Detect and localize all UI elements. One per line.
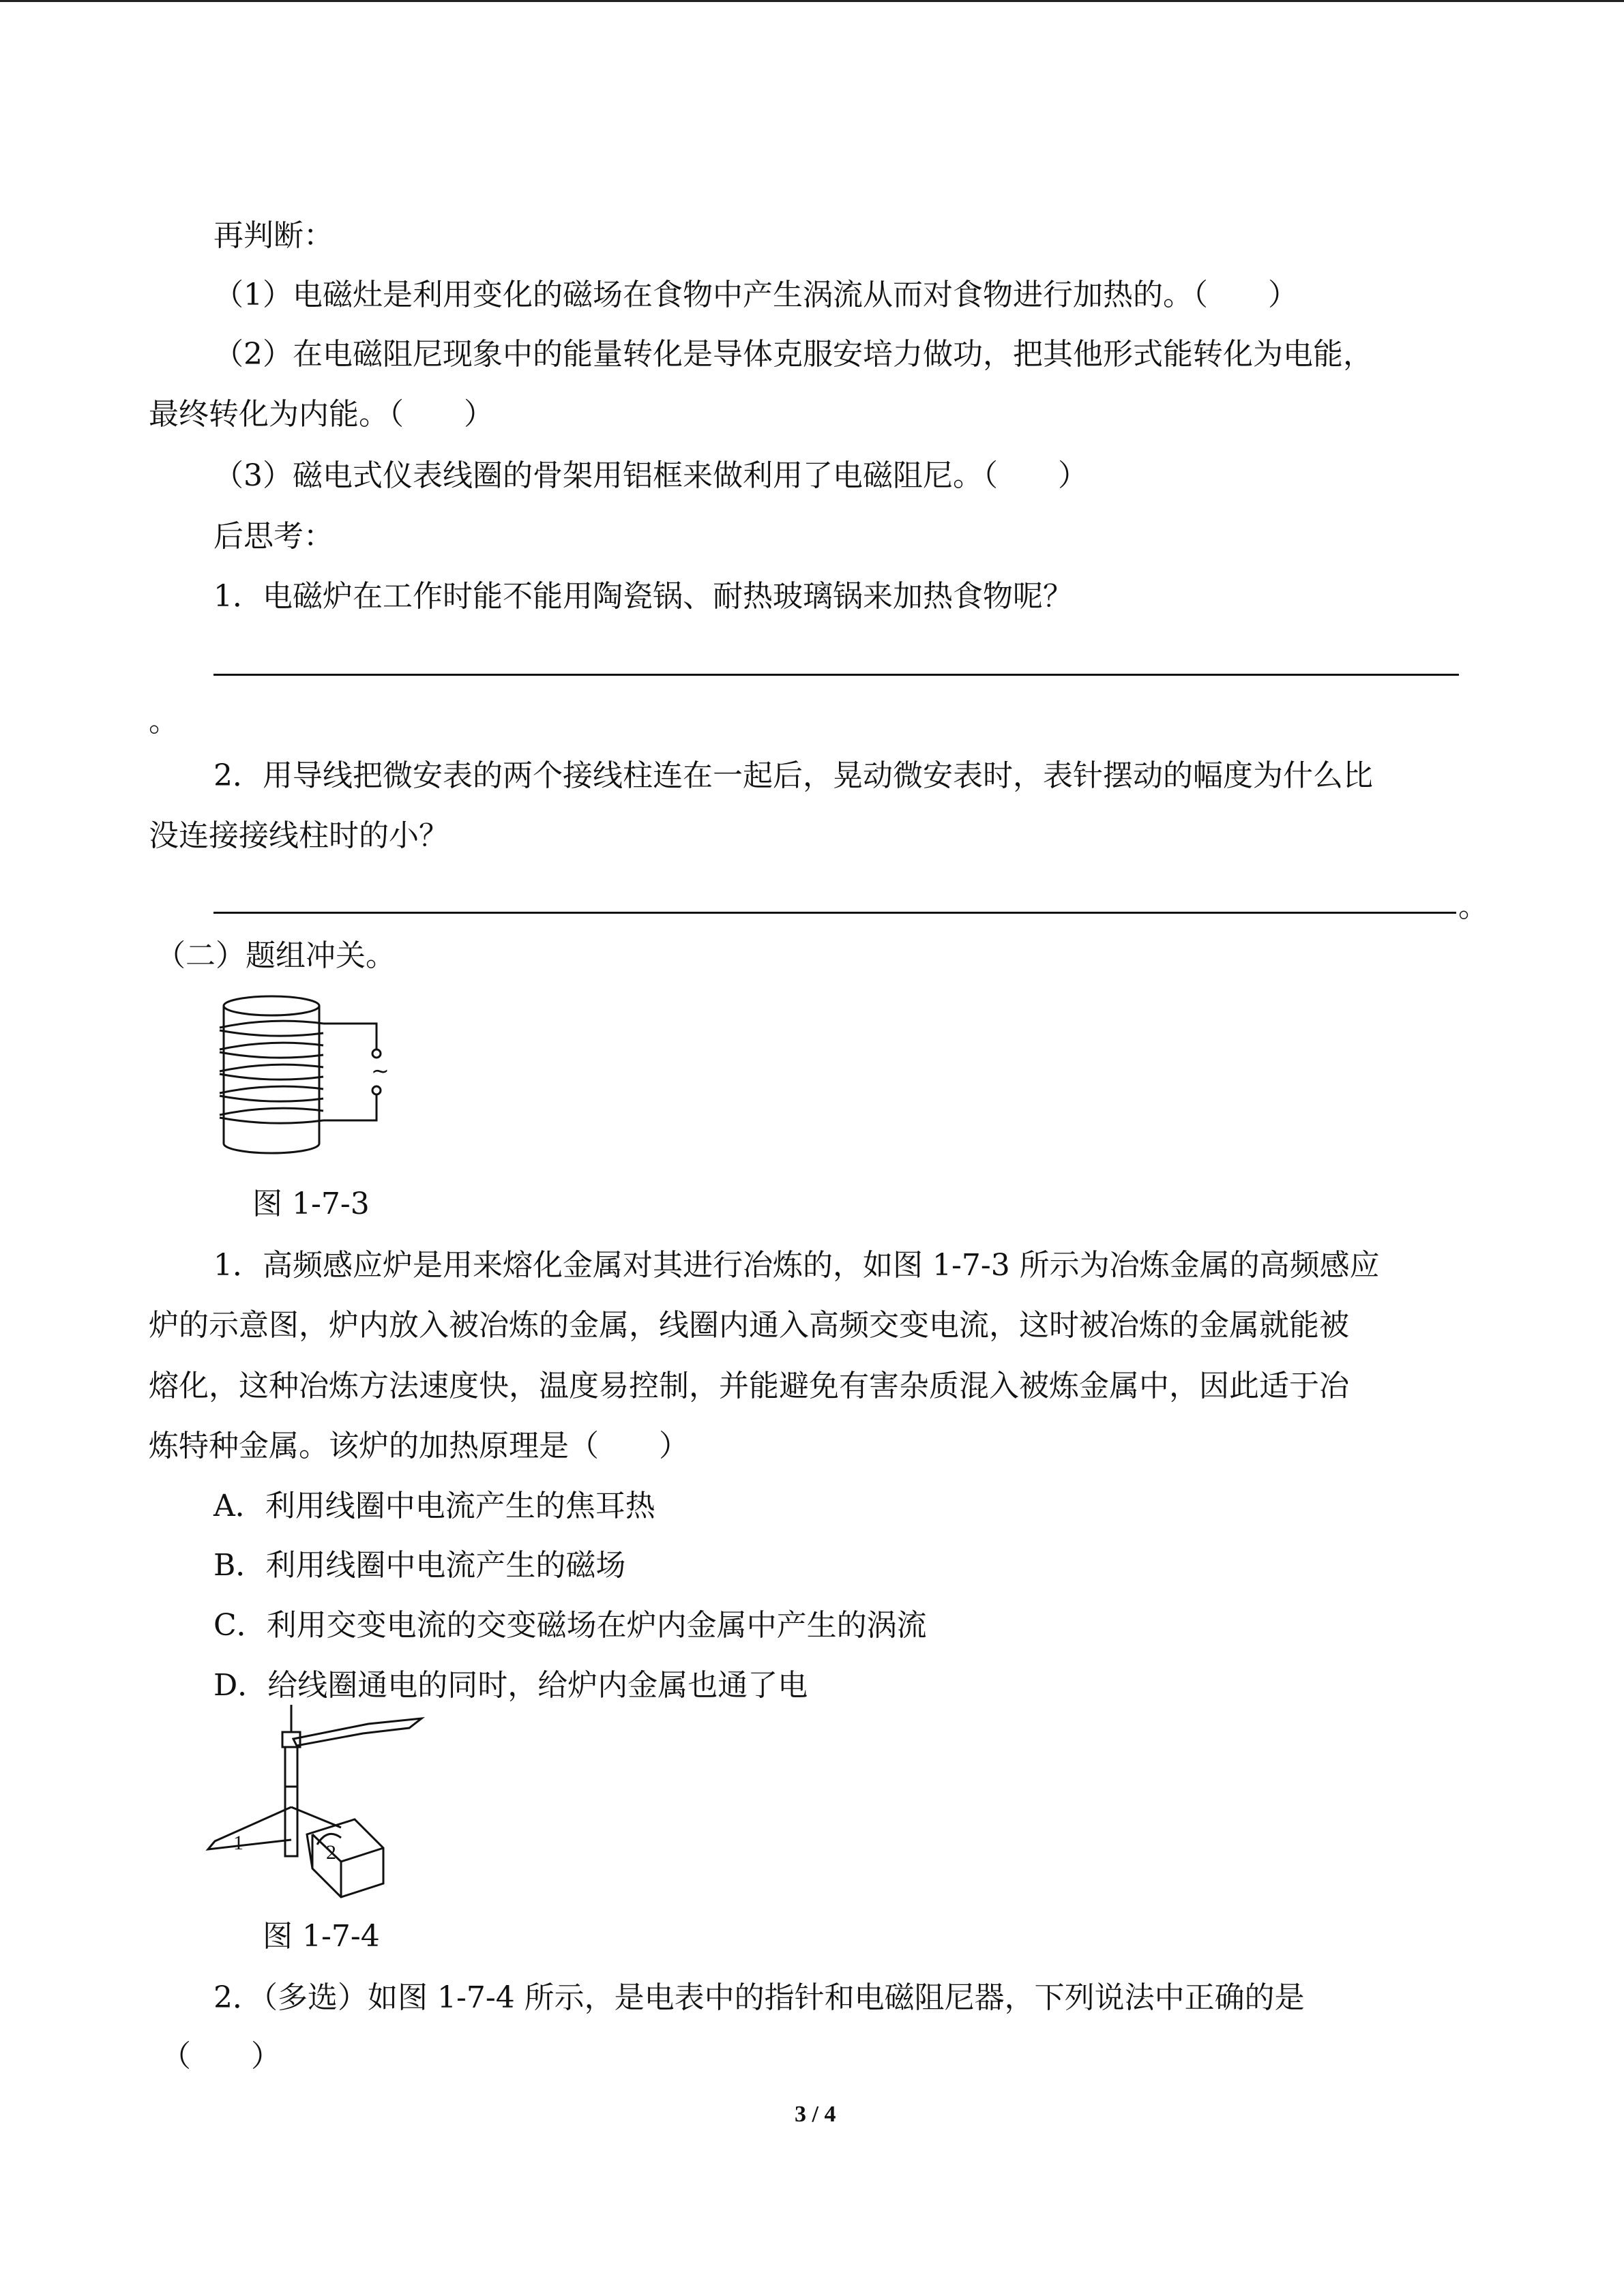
- induction-furnace-figure: [205, 985, 396, 1159]
- page-number: 3 / 4: [795, 2102, 836, 2127]
- problem1-line3: 熔化，这种冶炼方法速度快，温度易控制，并能避免有害杂质混入被炼金属中，因此适于冶: [149, 1369, 1349, 1403]
- answer-line-q2[interactable]: [213, 912, 1456, 914]
- q2-end-mark: 。: [1458, 889, 1488, 924]
- ac-symbol: ~: [371, 1058, 389, 1084]
- judgement-item-1: （1）电磁灶是利用变化的磁场在食物中产生涡流从而对食物进行加热的。（ ）: [213, 278, 1298, 312]
- problem2-line1: 2．（多选）如图 1-7-4 所示，是电表中的指针和电磁阻尼器，下列说法中正确的是: [213, 1980, 1305, 2015]
- judgement-item-2: （2）在电磁阻尼现象中的能量转化是导体克服安培力做功，把其他形式能转化为电能，: [213, 337, 1373, 372]
- judgement-item-2-cont: 最终转化为内能。（ ）: [149, 397, 494, 432]
- option-b[interactable]: B．利用线圈中电流产生的磁场: [213, 1548, 626, 1583]
- meter-pointer: [293, 1718, 422, 1746]
- top-border: [0, 0, 1624, 2]
- meter-damper-figure: [205, 1705, 437, 1899]
- thinking-q1: 1．电磁炉在工作时能不能用陶瓷锅、耐热玻璃锅来加热食物呢？: [213, 579, 1073, 614]
- q1-end-mark: 。: [149, 704, 179, 739]
- answer-line-q1[interactable]: [213, 674, 1459, 676]
- option-d[interactable]: D．给线圈通电的同时，给炉内金属也通了电: [213, 1668, 808, 1703]
- problem1-line4: 炼特种金属。该炉的加热原理是（ ）: [149, 1429, 689, 1463]
- thinking-q2-line1: 2．用导线把微安表的两个接线柱连在一起后，晃动微安表时，表针摆动的幅度为什么比: [213, 758, 1373, 793]
- magnet-block: [307, 1819, 383, 1897]
- damper-sector: [208, 1807, 291, 1849]
- figure-caption-1-7-4: 图 1-7-4: [263, 1919, 380, 1954]
- judgement-item-3: （3）磁电式仪表线圈的骨架用铝框来做利用了电磁阻尼。（ ）: [213, 458, 1088, 493]
- problem2-line2: （ ）: [161, 2039, 281, 2074]
- thinking-q2-line2: 没连接接线柱时的小？: [149, 818, 449, 853]
- problem1-line1: 1．高频感应炉是用来熔化金属对其进行冶炼的，如图 1-7-3 所示为冶炼金属的高频感应: [213, 1248, 1380, 1283]
- fig2-label-1: 1: [233, 1832, 243, 1854]
- problem1-line2: 炉的示意图，炉内放入被冶炼的金属，线圈内通入高频交变电流，这时被冶炼的金属就能被: [149, 1308, 1349, 1343]
- thinking-heading: 后思考：: [213, 519, 334, 554]
- furnace-coil: [220, 1021, 323, 1123]
- option-c[interactable]: C．利用交变电流的交变磁场在炉内金属中产生的涡流: [213, 1608, 927, 1643]
- furnace-cylinder: [224, 996, 319, 1153]
- judgement-heading: 再判断：: [213, 218, 334, 253]
- section2-heading: （二）题组冲关。: [156, 938, 396, 973]
- option-a[interactable]: A．利用线圈中电流产生的焦耳热: [213, 1489, 655, 1523]
- fig2-label-2: 2: [326, 1841, 336, 1864]
- figure-caption-1-7-3: 图 1-7-3: [252, 1187, 370, 1221]
